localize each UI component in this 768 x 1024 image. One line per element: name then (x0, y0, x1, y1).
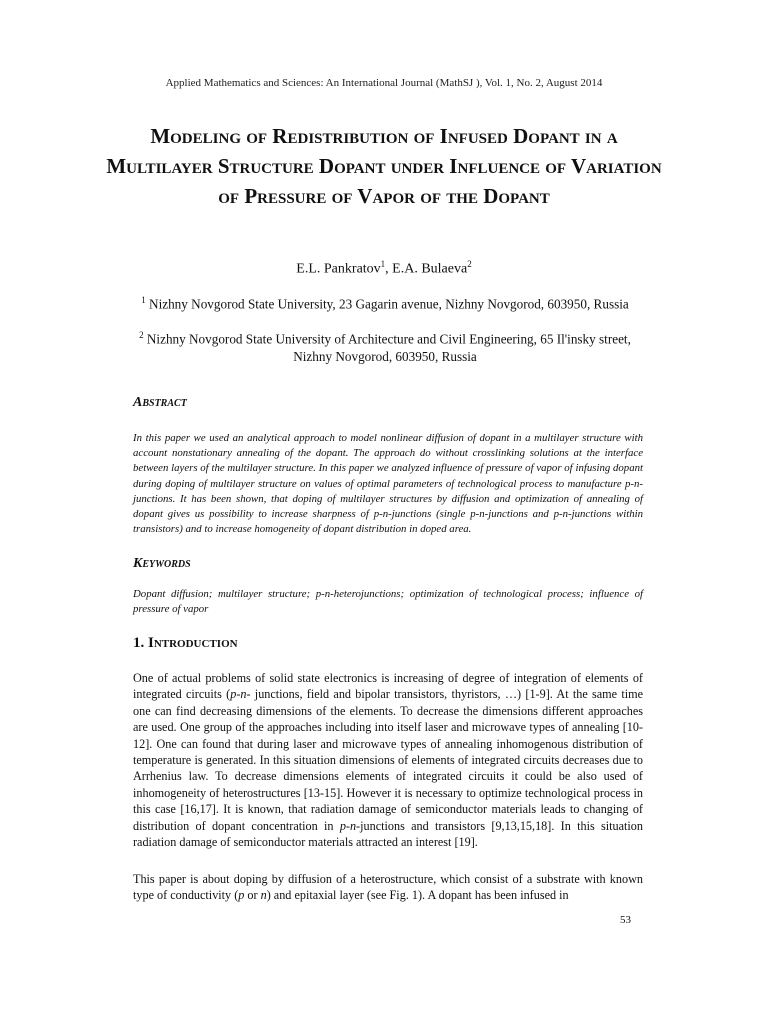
text-run: This paper is about doping by diffusion of a heterostructure, which consist of a substrate with known type of conductivity ( (133, 872, 643, 903)
italic-term: n (260, 888, 267, 903)
affiliation (130, 327, 640, 365)
text-run: junctions, field and bipolar transistors, thyristors, …) [1-9]. At the same time one can find decreasing dimensions of the elements. To decrease the dimensions different approaches are used. One group of the approaches including into itself laser and microwave types of annealing [10-12]. One can found that during laser and microwave types of annealing inhomogenous distribution of temperature is generated. In this situation dimensions of elements of integrated circuits decreases due to Arrhenius law. To decrease dimensions elements of integrated circuits it could be also used of inhomogeneity of heterostructures [13-15]. However it is necessary to optimize technological process in this case [16,17]. It is known, that radiation damage of semiconductor materials leads to changing of distribution of dopant concentration in (133, 687, 643, 833)
abstract-text: In this paper we used an analytical approach to model nonlinear diffusion of dopant in a multilayer structure with account nonstationary annealing of the dopant. The approach do without crosslinking solutions at the interface between layers of the multilayer structure. In this paper we analyzed influence of pressure of vapor of infusing dopant during doping of multilayer structure on values of optimal parameters of technological process to manufacture p-n-junctions. It has been shown, that doping of multilayer structures by diffusion and optimization of annealing of dopant gives us possibility to increase sharpness of p-n-junctions (single p-n-junctions and p-n-junctions within transistors) and to increase homogeneity of dopant distribution in doped area. (133, 432, 643, 536)
italic-term: p-n- (230, 687, 251, 702)
keywords-heading: Keywords (133, 556, 191, 571)
author-separator: , (385, 261, 393, 277)
text-run: ) and epitaxial layer (see Fig. 1). A dopant has been infused in (266, 888, 569, 903)
author-name: E.A. Bulaeva (392, 261, 468, 277)
italic-term: p (238, 888, 245, 903)
author-affiliation-mark: 2 (467, 259, 472, 269)
author-list (0, 259, 768, 278)
introduction-paragraph (133, 670, 643, 850)
italic-term: p-n- (339, 818, 361, 833)
author-name: E.L. Pankratov (296, 261, 381, 277)
page-number: 53 (620, 914, 631, 926)
affiliation-text: Nizhny Novgorod State University, 23 Gagarin avenue, Nizhny Novgorod, 603950, Russia (145, 296, 629, 312)
text-run: or (244, 888, 261, 903)
affiliation-mark: 1 (141, 295, 146, 305)
introduction-paragraph (133, 871, 643, 904)
affiliation-text: Nizhny Novgorod State University of Architecture and Civil Engineering, 65 Il'insky street, Nizhny Novgorod, 603950, Russia (143, 331, 631, 364)
keywords-text: Dopant diffusion; multilayer structure; p-n-heterojunctions; optimization of technological process; influence of pressure of vapor (133, 588, 643, 616)
affiliation-mark: 2 (139, 330, 144, 340)
author-affiliation-mark: 1 (380, 259, 386, 269)
text-run: junctions and transistors [9,13,15,18]. In this situation radiation damage of semiconductor materials attracted an interest [19]. (133, 818, 643, 850)
paper-title: Modeling of Redistribution of Infused Dopant in a Multilayer Structure Dopant under Influence of Variation of Pressure of Vapor of the Dopant (106, 124, 662, 208)
abstract-heading: Abstract (133, 395, 187, 410)
running-head: Applied Mathematics and Sciences: An International Journal (MathSJ ), Vol. 1, No. 2, August 2014 (165, 77, 603, 89)
text-run: One of actual problems of solid state electronics is increasing of degree of integration of elements of integrated circuits ( (133, 671, 643, 702)
introduction-heading: 1. Introduction (133, 635, 238, 651)
affiliation (130, 292, 640, 313)
